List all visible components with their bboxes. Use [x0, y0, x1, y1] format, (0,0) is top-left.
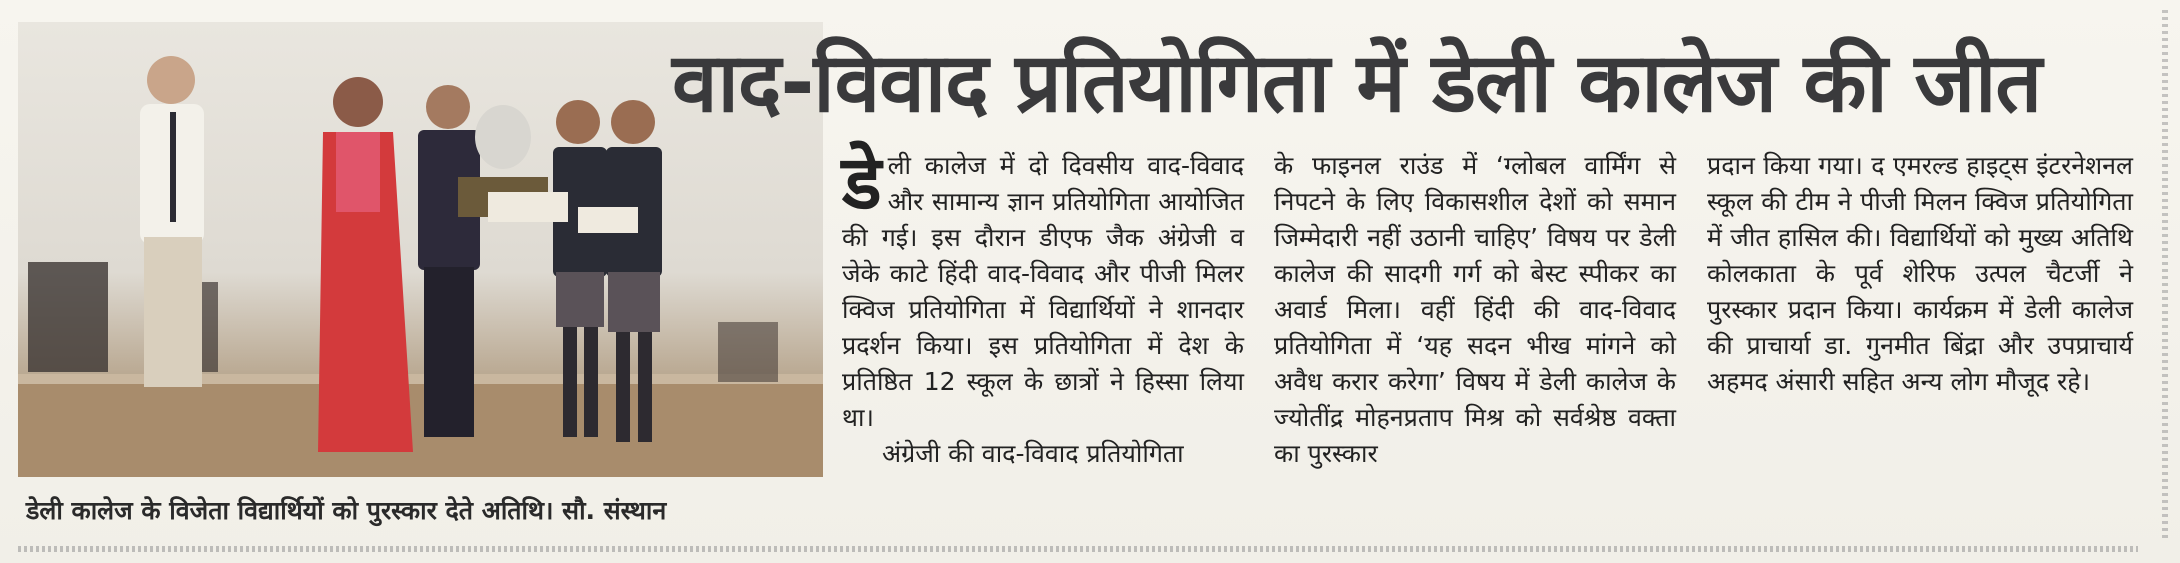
article-paragraph: के फाइनल राउंड में ‘ग्लोबल वार्मिंग से निपटने के लिए विकासशील देशों को समान जिम्मेदारी नहीं उठानी चाहिए’ विषय पर डेली कालेज की सादगी गर्ग को बेस्ट स्पीकर का अवार्ड मिला। वहीं हिंदी की वाद-विवाद प्रतियोगिता में ‘यह सदन भीख मांगने को अवैध करार करेगा’ विषय में डेली कालेज के ज्योतींद्र मोहनप्रताप मिश्र को सर्वश्रेष्ठ वक्ता का पुरस्कार: [1274, 151, 1676, 468]
article-paragraph: ली कालेज में दो दिवसीय वाद-विवाद और सामान्य ज्ञान प्रतियोगिता आयोजित की गई। इस दौरान डीएफ जैक अंग्रेजी व जेके काटे हिंदी वाद-विवाद और पीजी मिलर क्विज प्रतियोगिता में विद्यार्थियों ने शानदार प्रदर्शन किया। इस प्रतियोगिता में देश के प्रतिष्ठित 12 स्कूल के छात्रों ने हिस्सा लिया था।: [842, 151, 1244, 432]
drop-cap: डे: [842, 140, 882, 226]
article-paragraph: अंग्रेजी की वाद-विवाद प्रतियोगिता: [882, 439, 1184, 468]
article-column-3: [1707, 148, 2133, 400]
article-column-2: [1274, 148, 1676, 472]
headline: वाद-विवाद प्रतियोगिता में डेली कालेज की जीत: [672, 36, 2042, 131]
scan-edge-right: [2162, 10, 2168, 540]
scan-edge-bottom: [18, 546, 2138, 552]
photo-caption: डेली कालेज के विजेता विद्यार्थियों को पुरस्कार देते अतिथि। सौ. संस्थान: [26, 496, 667, 525]
article-paragraph: प्रदान किया गया। द एमरल्ड हाइट्स इंटरनेशनल स्कूल की टीम ने पीजी मिलन क्विज प्रतियोगिता में जीत हासिल की। विद्यार्थियों को मुख्य अतिथि कोलकाता के पूर्व शेरिफ उत्पल चैटर्जी ने पुरस्कार प्रदान किया। कार्यक्रम में डेली कालेज की प्राचार्या डा. गुनमीत बिंद्रा और उपप्राचार्य अहमद अंसारी सहित अन्य लोग मौजूद रहे।: [1707, 151, 2133, 396]
article-column-1: [842, 140, 1244, 472]
